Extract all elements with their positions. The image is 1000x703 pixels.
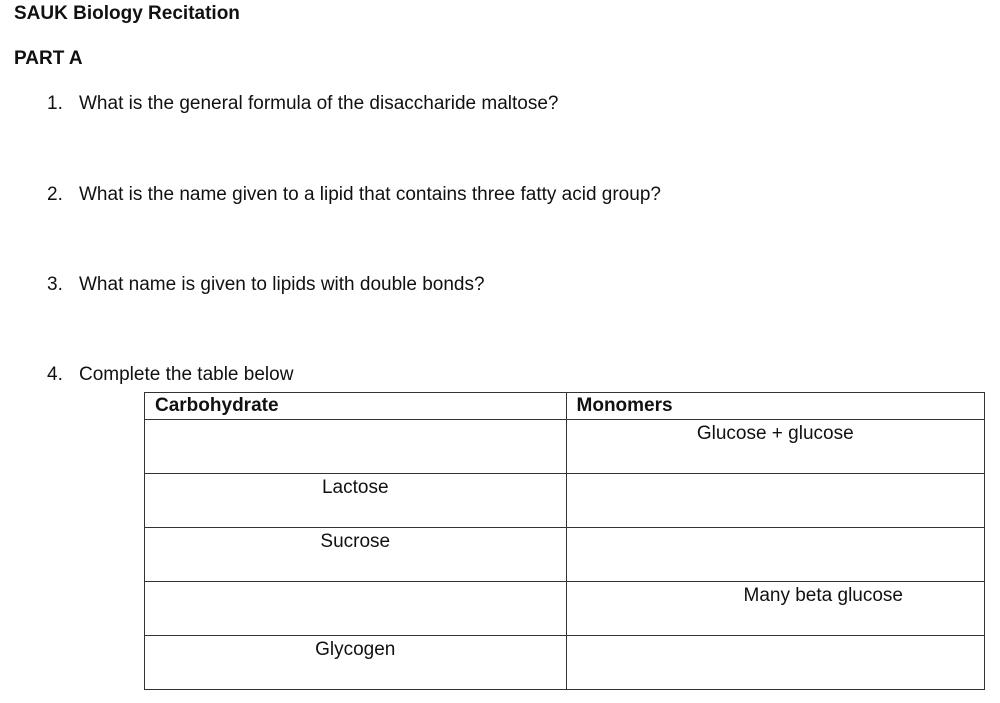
carbohydrate-cell: Glycogen [145, 636, 567, 690]
carbohydrate-cell: Sucrose [145, 528, 567, 582]
monomers-cell [566, 528, 984, 582]
header-monomers: Monomers [566, 393, 984, 420]
table-header-row [145, 393, 985, 420]
question-3 [47, 274, 485, 296]
table-row [145, 420, 985, 474]
carbohydrate-table [144, 392, 985, 690]
table-row [145, 636, 985, 690]
monomers-value: Glucose + glucose [696, 423, 854, 444]
monomers-cell [566, 474, 984, 528]
question-text: What is the general formula of the disaccharide maltose? [79, 93, 559, 114]
question-number: 3. [47, 274, 63, 295]
monomers-cell [566, 636, 984, 690]
table-row [145, 474, 985, 528]
question-number: 4. [47, 364, 63, 385]
question-text: Complete the table below [79, 364, 294, 385]
carbohydrate-cell [145, 420, 567, 474]
question-2 [47, 184, 661, 206]
monomers-value: Many beta glucose [743, 585, 903, 606]
question-text: What name is given to lipids with double bonds? [79, 274, 485, 295]
question-1 [47, 93, 558, 115]
table-row [145, 528, 985, 582]
carbohydrate-cell: Lactose [145, 474, 567, 528]
table-row [145, 582, 985, 636]
question-4 [47, 364, 293, 386]
carbohydrate-cell [145, 582, 567, 636]
header-carbohydrate: Carbohydrate [145, 393, 567, 420]
monomers-cell [566, 420, 984, 474]
question-number: 1. [47, 93, 63, 114]
question-text: What is the name given to a lipid that contains three fatty acid group? [79, 184, 661, 205]
document-title: SAUK Biology Recitation [14, 3, 240, 24]
part-heading: PART A [14, 48, 83, 69]
question-number: 2. [47, 184, 63, 205]
monomers-cell [566, 582, 984, 636]
